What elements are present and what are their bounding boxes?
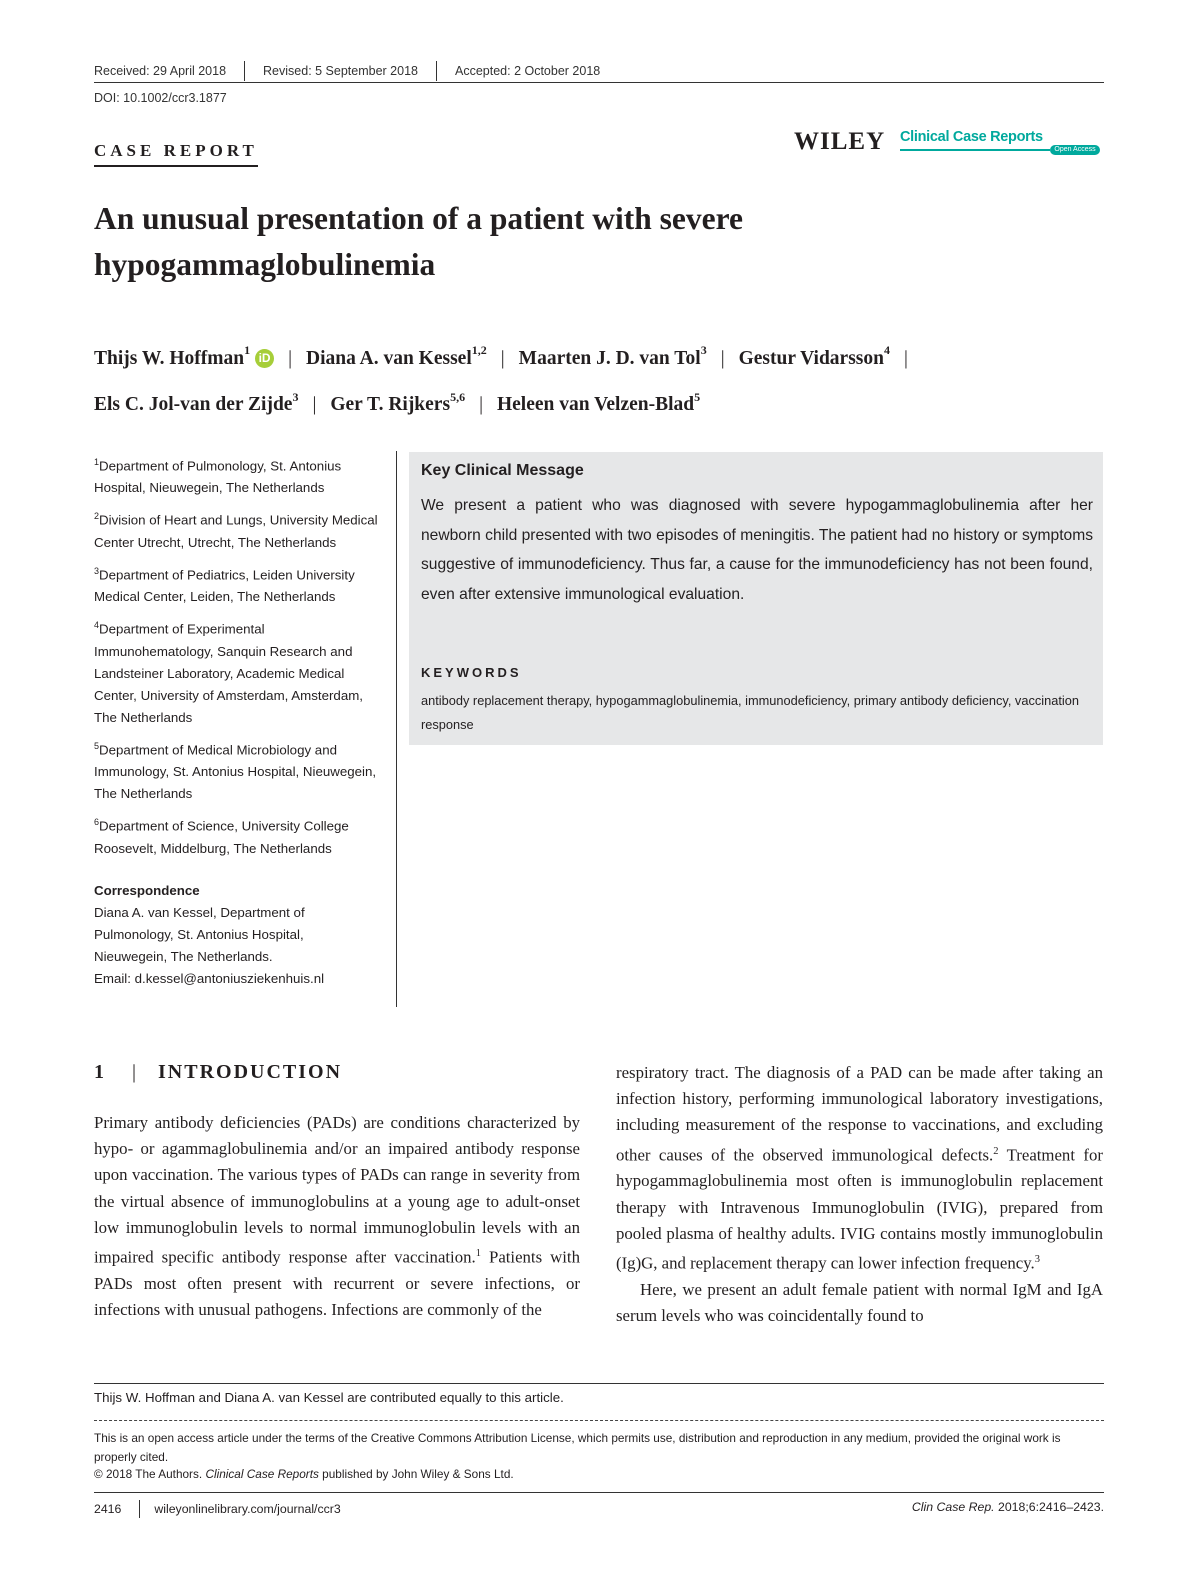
keywords-text: antibody replacement therapy, hypogammaglobulinemia, immunodeficiency, primary antibody deficiency, vaccination response	[421, 693, 1079, 732]
author-line-2	[94, 379, 1109, 426]
received-date: Received: 29 April 2018	[94, 64, 227, 78]
paragraph-text: Primary antibody deficiencies (PADs) are conditions characterized by hypo- or agammaglobulinemia and/or an impaired antibody response upon vaccination. The various types of PADs can range in severity from the virtual absence of immunoglobulins at a young age to adult-onset low immunoglobulin levels to normal immunoglobulin levels with an impaired specific antibody response after vaccination.	[94, 1113, 580, 1267]
page-number: 2416	[94, 1502, 122, 1516]
separator	[436, 61, 437, 81]
journal-logo	[900, 129, 1103, 159]
author-affil: 1,2	[471, 343, 487, 357]
affiliation-number: 4	[94, 620, 100, 631]
author-list	[94, 332, 1109, 425]
author-name: Els C. Jol-van der Zijde	[94, 394, 293, 415]
section-heading	[94, 1061, 342, 1084]
citation-info	[912, 1500, 1104, 1514]
affiliation	[94, 735, 384, 805]
article-dates	[94, 61, 600, 81]
affiliation-text: Department of Medical Microbiology and Immunology, St. Antonius Hospital, Nieuwegein, The Netherlands	[94, 742, 377, 802]
column-divider	[396, 451, 397, 1007]
affiliation	[94, 614, 384, 728]
author-affil: 3	[700, 343, 707, 357]
affiliation	[94, 560, 384, 608]
license-note: This is an open access article under the terms of the Creative Commons Attribution License, which permits use, distribution and reproduction in any medium, provided the original work is properly cited.	[94, 1431, 1061, 1464]
affiliation-text: Department of Science, University College Roosevelt, Middelburg, The Netherlands	[94, 818, 349, 856]
separator	[244, 61, 245, 81]
affiliation-text: Department of Pulmonology, St. Antonius Hospital, Nieuwegein, The Netherlands	[94, 458, 342, 496]
copyright-text: © 2018 The Authors.	[94, 1467, 203, 1481]
citation-journal: Clin Case Rep.	[911, 1500, 995, 1514]
footnote-dashed-rule	[94, 1420, 1104, 1421]
author-affil: 3	[292, 389, 299, 404]
author-name: Ger T. Rijkers	[330, 394, 451, 415]
section-title: INTRODUCTION	[158, 1061, 343, 1083]
author[interactable]	[738, 343, 890, 369]
affiliation-text: Department of Pediatrics, Leiden University Medical Center, Leiden, The Netherlands	[94, 567, 355, 605]
paragraph	[616, 1060, 1103, 1277]
paragraph-text: Patients with PADs most often present with recurrent or severe infections, or infections with unusual pathogens. Infections are commonly of the	[94, 1247, 580, 1320]
author-separator: |	[500, 347, 505, 369]
body-column-2	[616, 1060, 1103, 1329]
author-separator: |	[720, 347, 725, 369]
author-affil: 5,6	[450, 389, 466, 404]
affiliation-number: 1	[94, 457, 100, 467]
title-line-1: An unusual presentation of a patient with severe	[94, 201, 744, 236]
author-affil: 4	[883, 343, 890, 357]
accepted-date: Accepted: 2 October 2018	[455, 64, 601, 78]
author[interactable]	[305, 343, 487, 369]
title-line-2: hypogammaglobulinemia	[94, 247, 436, 282]
paragraph-text: respiratory tract. The diagnosis of a PAD can be made after taking an infection history, performing immunological laboratory investigations, including measurement of the response to vaccinations, and excluding other causes of the observed immunological defects.	[616, 1063, 1103, 1165]
author-name: Diana A. van Kessel	[305, 347, 472, 369]
journal-logo-bar	[900, 149, 1050, 151]
keywords-title: KEYWORDS	[421, 665, 522, 680]
author-name: Gestur Vidarsson	[738, 347, 884, 369]
publisher-logo: WILEY	[794, 128, 886, 155]
author-separator: |	[903, 347, 908, 369]
author-name: Maarten J. D. van Tol	[518, 347, 701, 369]
copyright-note	[94, 1467, 514, 1481]
affiliation-number: 6	[94, 817, 100, 828]
footer-left	[94, 1500, 341, 1518]
copyright-text: published by John Wiley & Sons Ltd.	[322, 1467, 514, 1481]
correspondence-line: Diana A. van Kessel, Department of	[94, 904, 305, 920]
affiliation-number: 5	[94, 740, 100, 751]
article-title	[94, 196, 994, 288]
open-access-badge: Open Access	[1050, 145, 1100, 155]
header-rule	[94, 82, 1104, 83]
section-label: CASE REPORT	[94, 141, 258, 167]
key-message-title: Key Clinical Message	[421, 462, 584, 479]
footer-rule	[94, 1492, 1104, 1493]
copyright-journal: Clinical Case Reports	[205, 1467, 319, 1481]
affiliation-number: 3	[94, 565, 100, 576]
author-line-1	[94, 332, 1109, 379]
section-separator: |	[132, 1061, 139, 1083]
author-affil: 1	[244, 343, 251, 357]
correspondence-line: Pulmonology, St. Antonius Hospital,	[94, 926, 304, 942]
affiliation	[94, 811, 384, 859]
author-separator: |	[312, 394, 317, 415]
orcid-icon[interactable]: iD	[255, 349, 274, 368]
author-separator: |	[479, 394, 483, 415]
affiliation-text: Division of Heart and Lungs, University Medical Center Utrecht, Utrecht, The Netherlands	[94, 512, 378, 550]
doi[interactable]: DOI: 10.1002/ccr3.1877	[94, 91, 227, 105]
author-affil: 5	[694, 389, 701, 404]
correspondence-email[interactable]: Email: d.kessel@antoniusziekenhuis.nl	[94, 970, 325, 986]
author[interactable]	[94, 389, 299, 415]
author-name: Thijs W. Hoffman	[94, 347, 245, 369]
paragraph: Here, we present an adult female patient with normal IgM and IgA serum levels who was coincidentally found to	[616, 1279, 1103, 1326]
equal-contribution-note: Thijs W. Hoffman and Diana A. van Kessel are contributed equally to this article.	[94, 1390, 564, 1405]
affiliations	[94, 451, 384, 990]
author[interactable]	[518, 343, 707, 369]
citation-ref[interactable]: 1	[475, 1248, 481, 1260]
citation-details: 2018;6:2416–2423.	[998, 1500, 1104, 1514]
affiliation-number: 2	[94, 511, 100, 522]
affiliation	[94, 451, 384, 499]
journal-url[interactable]: wileyonlinelibrary.com/journal/ccr3	[154, 1502, 341, 1516]
author-separator: |	[288, 347, 292, 369]
journal-name: Clinical Case Reports	[900, 129, 1043, 145]
revised-date: Revised: 5 September 2018	[263, 64, 418, 78]
author[interactable]	[496, 389, 701, 415]
key-message-text: We present a patient who was diagnosed with severe hypogammaglobulinemia after her newborn child presented with two episodes of meningitis. The patient had no history or symptoms suggestive of immunodeficiency. Thus far, a cause for the immunodeficiency has not been found, even after extensive immunological evaluation.	[421, 497, 1093, 603]
correspondence-title: Correspondence	[94, 882, 200, 898]
body-column-1	[94, 1110, 580, 1323]
citation-ref[interactable]: 3	[1034, 1254, 1040, 1266]
citation-ref[interactable]: 2	[993, 1145, 999, 1157]
affiliation-text: Department of Experimental Immunohematology, Sanquin Research and Landsteiner Laboratory, Academic Medical Center, University of Amsterdam, Amsterdam, The Netherlands	[94, 621, 363, 725]
separator	[139, 1500, 140, 1518]
footnote-rule	[94, 1383, 1104, 1384]
section-number: 1	[94, 1061, 106, 1083]
correspondence-line: Nieuwegein, The Netherlands.	[94, 948, 273, 964]
affiliation	[94, 505, 384, 553]
author[interactable]	[94, 343, 274, 369]
paragraph-text: Treatment for hypogammaglobulinemia most often is immunoglobulin replacement therapy with Intravenous Immunoglobulin (IVIG), prepared from pooled plasma of healthy adults. IVIG contains mostly immunoglobulin (Ig)G, and replacement therapy can lower infection frequency.	[616, 1145, 1103, 1273]
author[interactable]	[330, 389, 466, 415]
author-name: Heleen van Velzen-Blad	[496, 394, 695, 415]
